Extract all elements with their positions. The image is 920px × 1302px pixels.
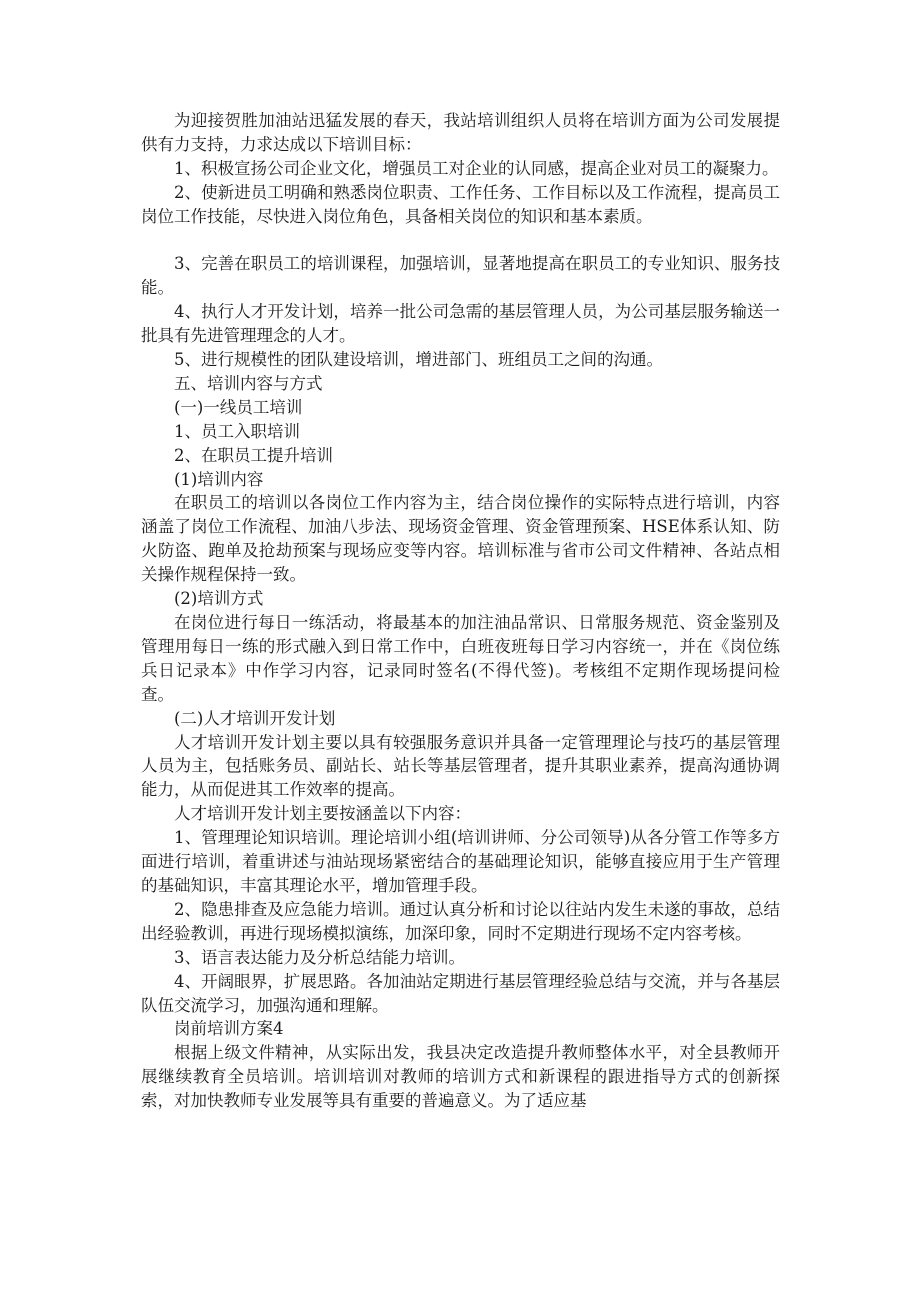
paragraph-goal-4: 4、执行人才开发计划，培养一批公司急需的基层管理人员，为公司基层服务输送一批具有先进管理理念的人才。 bbox=[141, 302, 780, 346]
paragraph-goal-1: 1、积极宣扬公司企业文化，增强员工对企业的认同感，提高企业对员工的凝聚力。 bbox=[174, 158, 779, 178]
paragraph-talent-item-3: 3、语言表达能力及分析总结能力培训。 bbox=[174, 947, 465, 967]
list-item-onboarding: 1、员工入职培训 bbox=[174, 421, 300, 441]
paragraph-goal-3: 3、完善在职员工的培训课程，加强培训，显著地提高在职员工的专业知识、服务技能。 bbox=[141, 254, 780, 298]
paragraph-intro: 为迎接贺胜加油站迅猛发展的春天，我站培训组织人员将在培训方面为公司发展提供有力支持，力求达成以下培训目标： bbox=[141, 111, 780, 154]
paragraph-training-method: 在岗位进行每日一练活动，将最基本的加注油品常识、日常服务规范、资金鉴别及管理用每日一练的形式融入到日常工作中，白班夜班每日学习内容统一，并在《岗位练兵日记录本》中作学习内容，记录同时签名(不得代签)。考核组不定期作现场提问检查。 bbox=[141, 613, 780, 704]
document-body bbox=[141, 109, 780, 1113]
item-heading-content: (1)培训内容 bbox=[174, 469, 264, 489]
paragraph-talent-scope: 人才培训开发计划主要按涵盖以下内容： bbox=[174, 804, 471, 824]
paragraph-talent-item-2: 2、隐患排查及应急能力培训。通过认真分析和讨论以往站内发生未遂的事故，总结出经验教训，再进行现场模拟演练，加深印象，同时不定期进行现场不定内容考核。 bbox=[141, 899, 780, 943]
paragraph-plan-4-intro: 根据上级文件精神，从实际出发，我县决定改造提升教师整体水平，对全县教师开展继续教育全员培训。培训培训对教师的培训方式和新课程的跟进指导方式的创新探索，对加快教师专业发展等具有重要的普遍意义。为了适应基 bbox=[141, 1043, 780, 1111]
paragraph-talent-plan: 人才培训开发计划主要以具有较强服务意识并具备一定管理理论与技巧的基层管理人员为主，包括账务员、副站长、站长等基层管理者，提升其职业素养，提高沟通协调能力，从而促进其工作效率的提高。 bbox=[141, 732, 780, 800]
subsection-heading-2: (二)人才培训开发计划 bbox=[174, 708, 336, 728]
item-heading-method: (2)培训方式 bbox=[174, 589, 264, 609]
list-item-inservice: 2、在职员工提升培训 bbox=[174, 445, 333, 465]
paragraph-talent-item-4: 4、开阔眼界，扩展思路。各加油站定期进行基层管理经验总结与交流，并与各基层队伍交流学习，加强沟通和理解。 bbox=[141, 971, 780, 1015]
paragraph-goal-2: 2、使新进员工明确和熟悉岗位职责、工作任务、工作目标以及工作流程，提高员工岗位工作技能，尽快进入岗位角色，具备相关岗位的知识和基本素质。 bbox=[141, 182, 780, 226]
paragraph-spacer bbox=[141, 229, 780, 253]
subsection-heading-1: (一)一线员工培训 bbox=[174, 397, 303, 417]
section-heading-5: 五、培训内容与方式 bbox=[174, 373, 323, 393]
paragraph-goal-5: 5、进行规模性的团队建设培训，增进部门、班组员工之间的沟通。 bbox=[174, 350, 663, 370]
paragraph-talent-item-1: 1、管理理论知识培训。理论培训小组(培训讲师、分公司领导)从各分管工作等多方面进行培训，着重讲述与油站现场紧密结合的基础理论知识，能够直接应用于生产管理的基础知识，丰富其理论水平，增加管理手段。 bbox=[141, 828, 780, 895]
paragraph-training-content: 在职员工的培训以各岗位工作内容为主，结合岗位操作的实际特点进行培训，内容涵盖了岗位工作流程、加油八步法、现场资金管理、资金管理预案、HSE体系认知、防火防盗、跑单及抢劫预案与现场应变等内容。培训标准与省市公司文件精神、各站点相关操作规程保持一致。 bbox=[141, 493, 780, 585]
section-heading-plan-4: 岗前培训方案4 bbox=[174, 1019, 284, 1039]
